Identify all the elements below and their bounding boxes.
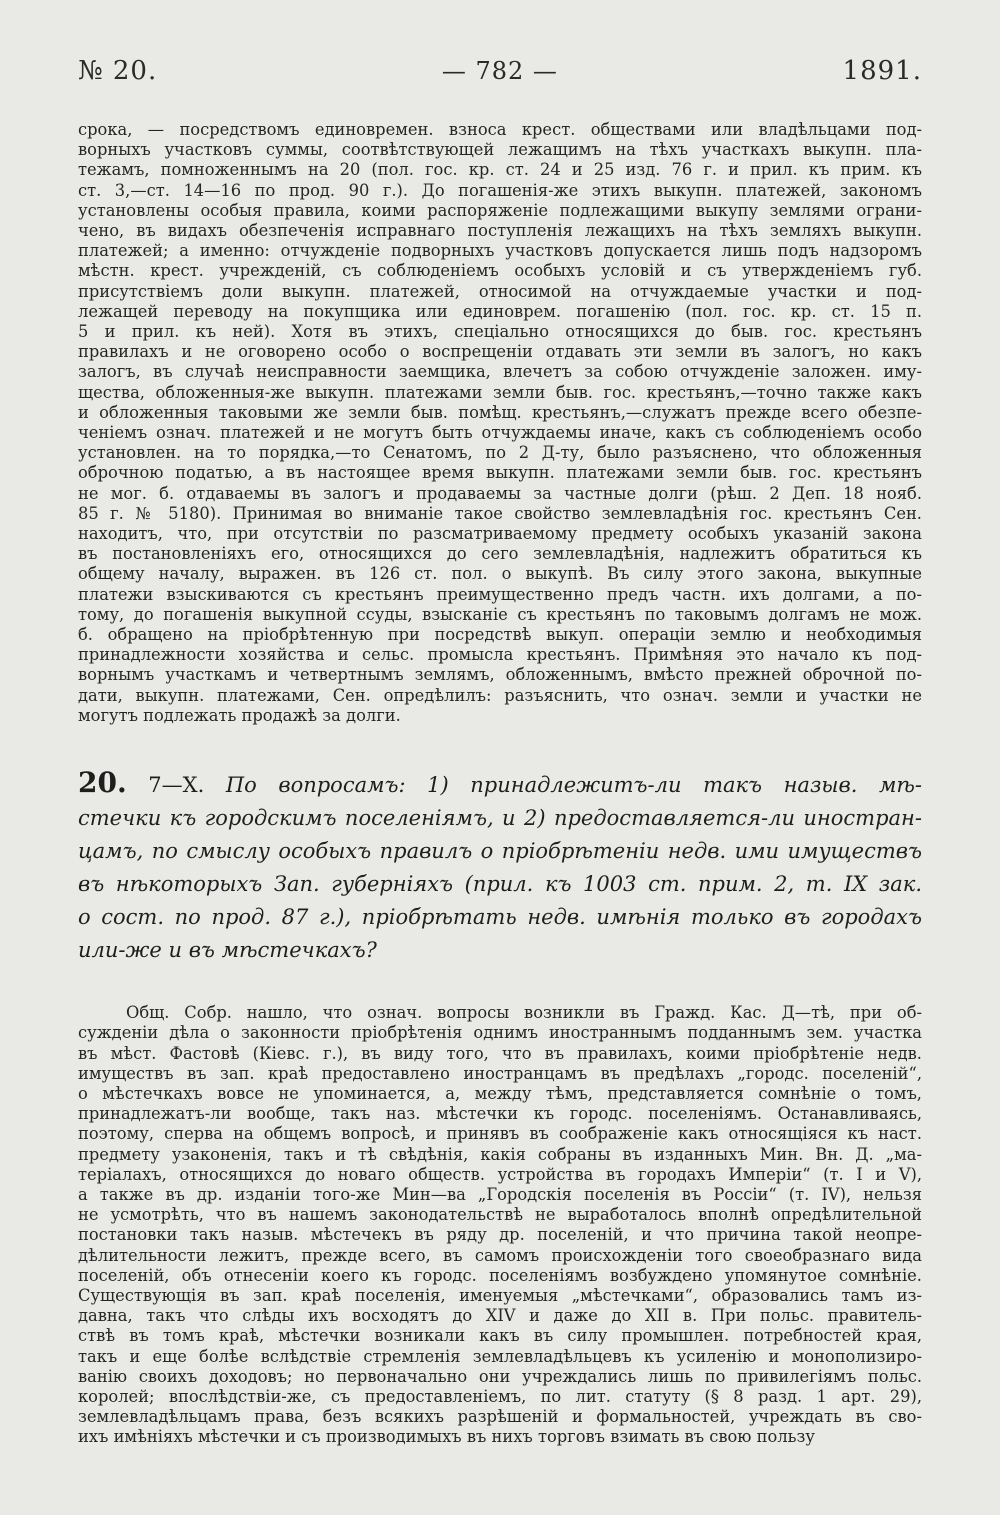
text-line: такъ и еще болѣе вслѣдствіе стремленія землевладѣльцевъ къ усиленію и монополизиро-	[78, 1346, 922, 1366]
text-line: предмету узаконенія, такъ и тѣ свѣдѣнія, какія собраны въ изданныхъ Мин. Вн. Д. „ма-	[78, 1144, 922, 1164]
heading-line: о сост. по прод. 87 г.), пріобрѣтать недв. имѣнія только въ городахъ	[78, 905, 922, 930]
heading-line	[78, 766, 922, 802]
text-line: дати, выкупн. платежами, Сен. опредѣлилъ: разъяснить, что означ. земли и участки не	[78, 685, 922, 705]
text-line: ворныхъ участковъ суммы, соотвѣтствующей лежащимъ на тѣхъ участкахъ выкупн. пла-	[78, 140, 922, 160]
text-line: тежамъ, помноженнымъ на 20 (пол. гос. кр. ст. 24 и 25 изд. 76 г. и прил. къ прим. къ	[78, 160, 922, 180]
text-line: о мѣстечкахъ вовсе не упоминается, а, между тѣмъ, представляется сомнѣніе о томъ,	[78, 1083, 922, 1103]
heading-line: цамъ, по смыслу особыхъ правилъ о пріобрѣтеніи недв. ими имуществъ	[78, 839, 922, 864]
text-line: Общ. Собр. нашло, что означ. вопросы возникли въ Гражд. Кас. Д—тѣ, при об-	[126, 1003, 922, 1023]
text-line: срока, — посредствомъ единовремен. взноса крест. обществами или владѣльцами под-	[78, 120, 922, 139]
text-line: а также въ др. изданіи того-же Мин—ва „Городскія поселенія въ Россіи“ (т. IV), нельзя	[78, 1184, 922, 1204]
text-line: могутъ подлежать продажѣ за долги.	[78, 705, 401, 725]
heading-line: въ нѣкоторыхъ Зап. губерніяхъ (прил. къ 1003 ст. прим. 2, т. IX зак.	[78, 872, 922, 897]
page-header	[78, 0, 922, 108]
text-line: поэтому, сперва на общемъ вопросѣ, и принявъ въ соображеніе какъ относящіяся къ наст.	[78, 1124, 922, 1144]
text-line: установлен. на то порядка,—то Сенатомъ, по 2 Д-ту, было разъяснено, что обложенныя	[78, 443, 922, 463]
text-line: давна, такъ что слѣды ихъ восходятъ до XIV и даже до XII в. При польс. правитель-	[78, 1306, 922, 1326]
text-line: ихъ имѣніяхъ мѣстечки и съ производимыхъ въ нихъ торговъ взимать въ свою пользу	[78, 1427, 815, 1447]
text-line: не мог. б. отдаваемы въ залогъ и продаваемы за частные долги (рѣш. 2 Деп. 18 нояб.	[78, 483, 922, 503]
text-line: находитъ, что, при отсутствіи по разсматриваемому предмету особыхъ указаній закона	[78, 524, 922, 544]
section-number: 20.	[78, 766, 127, 800]
text-line: принадлежатъ-ли вообще, такъ наз. мѣстечки къ городс. поселеніямъ. Останавливаясь,	[78, 1104, 922, 1124]
heading-text: По вопросамъ: 1) принадлежитъ-ли такъ назыв. мѣ-	[225, 773, 922, 798]
text-line: дѣлительности лежитъ, прежде всего, въ самомъ происхожденіи того своеобразнаго вида	[78, 1245, 922, 1265]
text-line: 85 г. № 5180). Принимая во вниманіе такое свойство землевладѣнія гос. крестьянъ Сен.	[78, 503, 922, 523]
text-line: лежащей переводу на покупщика или единоврем. погашенію (пол. гос. кр. ст. 15 п.	[78, 301, 922, 321]
heading-line: стечки къ городскимъ поселеніямъ, и 2) предоставляется-ли иностран-	[78, 806, 922, 831]
text-line: ст. 3,—ст. 14—16 по прод. 90 г.). До погашенія-же этихъ выкупн. платежей, закономъ	[78, 180, 922, 200]
year: 1891.	[842, 56, 922, 86]
text-line: оброчною податью, а въ настоящее время выкупн. платежами земли быв. гос. крестьянъ	[78, 463, 922, 483]
text-line: сужденіи дѣла о законности пріобрѣтенія однимъ иностраннымъ подданнымъ зем. участка	[78, 1023, 922, 1043]
issue-number: № 20.	[78, 56, 158, 86]
page-number: — 782 —	[441, 57, 558, 85]
text-line: постановки такъ назыв. мѣстечекъ въ ряду др. поселеній, и что причина такой неопре-	[78, 1225, 922, 1245]
text-line: платежи взыскиваются съ крестьянъ преимущественно предъ частн. ихъ долгами, а по-	[78, 584, 922, 604]
text-line: имуществъ въ зап. краѣ предоставлено иностранцамъ въ предѣлахъ „городс. поселеній“,	[78, 1063, 922, 1083]
text-line: мѣстн. крест. учрежденій, съ соблюденіемъ особыхъ условій и съ утвержденіемъ губ.	[78, 261, 922, 281]
section-date: 7—X.	[126, 773, 226, 798]
text-line: принадлежности хозяйства и сельс. промысла крестьянъ. Примѣняя это начало къ под-	[78, 645, 922, 665]
text-line: общему началу, выражен. въ 126 ст. пол. о выкупѣ. Въ силу этого закона, выкупные	[78, 564, 922, 584]
text-line: щества, обложенныя-же выкупн. платежами земли быв. гос. крестьянъ,—точно также какъ	[78, 382, 922, 402]
text-line: въ мѣст. Фастовѣ (Кіевс. г.), въ виду того, что въ правилахъ, коими пріобрѣтеніе недв.	[78, 1043, 922, 1063]
text-line: ванію своихъ доходовъ; но первоначально они учреждались лишь по привилегіямъ польс.	[78, 1366, 922, 1386]
text-line: тому, до погашенія выкупной ссуды, взысканіе съ крестьянъ по таковымъ долгамъ не мож.	[78, 604, 922, 624]
text-line: залогъ, въ случаѣ неисправности заемщика, влечетъ за собою отчужденіе заложен. иму-	[78, 362, 922, 382]
section-body-paragraph	[78, 1003, 922, 1447]
text-line: землевладѣльцамъ права, безъ всякихъ разрѣшеній и формальностей, учреждать въ сво-	[78, 1407, 922, 1427]
text-line: королей; впослѣдствіи-же, съ предоставленіемъ, по лит. статуту (§ 8 разд. 1 арт. 29),	[78, 1386, 922, 1406]
text-line: и обложенныя таковыми же земли быв. помѣщ. крестьянъ,—служатъ прежде всего обезпе-	[78, 402, 922, 422]
text-line: правилахъ и не оговорено особо о воспрещеніи отдавать эти земли въ залогъ, но какъ	[78, 342, 922, 362]
text-line: установлены особыя правила, коими распоряженіе подлежащими выкупу землями ограни-	[78, 200, 922, 220]
text-line: чено, въ видахъ обезпеченія исправнаго поступленія лежащихъ на тѣхъ земляхъ выкупн.	[78, 221, 922, 241]
text-line: 5 и прил. къ ней). Хотя въ этихъ, спеціально относящихся до быв. гос. крестьянъ	[78, 322, 922, 342]
text-line: ворнымъ участкамъ и четвертнымъ землямъ, обложеннымъ, вмѣсто прежней оброчной по-	[78, 665, 922, 685]
text-line: Существующія въ зап. краѣ поселенія, именуемыя „мѣстечками“, образовались тамъ из-	[78, 1285, 922, 1305]
text-line: въ постановленіяхъ его, относящихся до сего землевладѣнія, надлежитъ обратиться къ	[78, 544, 922, 564]
text-line: ствѣ въ томъ краѣ, мѣстечки возникали какъ въ силу промышлен. потребностей края,	[78, 1326, 922, 1346]
text-line: поселеній, объ отнесеніи коего къ городс. поселеніямъ возбуждено упомянутое сомнѣніе.	[78, 1265, 922, 1285]
continued-paragraph	[78, 120, 922, 726]
heading-line: или-же и въ мѣстечкахъ?	[78, 938, 377, 963]
text-line: платежей; а именно: отчужденіе подворныхъ участковъ допускается лишь подъ надзоромъ	[78, 241, 922, 261]
text-line: теріалахъ, относящихся до новаго обществ. устройства въ городахъ Имперіи“ (т. I и V),	[78, 1164, 922, 1184]
text-line: ченіемъ означ. платежей и не могутъ быть отчуждаемы иначе, какъ съ соблюденіемъ особо	[78, 423, 922, 443]
text-line: б. обращено на пріобрѣтенную при посредствѣ выкуп. операціи землю и необходимыя	[78, 625, 922, 645]
text-line: не усмотрѣть, что въ нашемъ законодательствѣ не выработалось вполнѣ опредѣлительной	[78, 1205, 922, 1225]
text-line: присутствіемъ доли выкупн. платежей, относимой на отчуждаемые участки и под-	[78, 281, 922, 301]
section-heading	[78, 766, 922, 967]
